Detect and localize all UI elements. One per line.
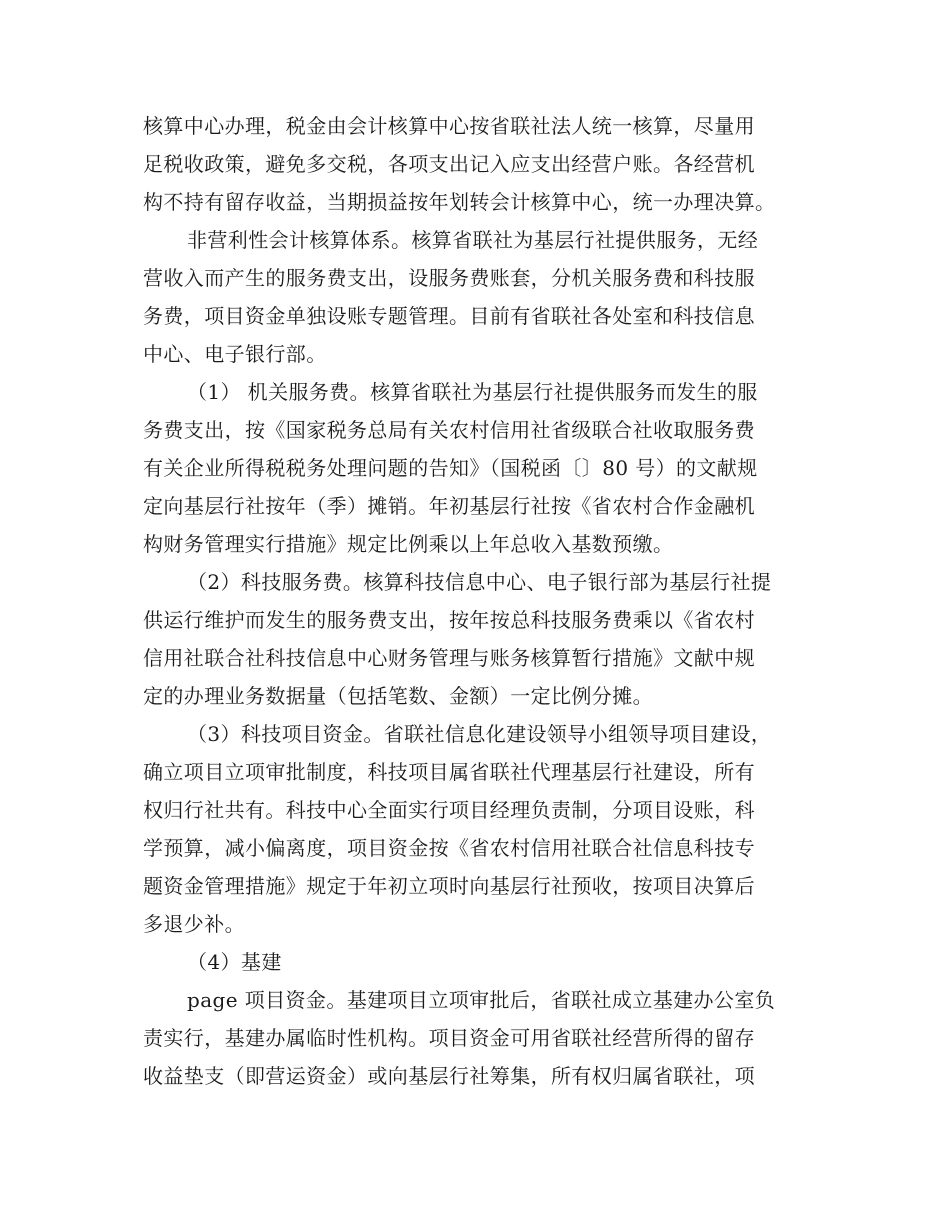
text-line: 确立项目立项审批制度，科技项目属省联社代理基层行社建设，所有 [143,760,755,784]
paragraph-7 [143,981,808,1095]
text-line: 足税收政策，避免多交税，各项支出记入应支出经营户账。各经营机 [143,152,755,176]
text-line: 务费，项目资金单独设账专题管理。目前有省联社各处室和科技信息 [143,304,755,328]
text-line: 营收入而产生的服务费支出，设服务费账套，分机关服务费和科技服 [143,266,755,290]
paragraph-6 [143,943,808,981]
text-line: （3）科技项目资金。省联社信息化建设领导小组领导项目建设， [187,722,772,746]
text-line: 权归行社共有。科技中心全面实行项目经理负责制，分项目设账，科 [143,798,755,822]
text-line: 构财务管理实行措施》规定比例乘以上年总收入基数预缴。 [143,532,674,556]
text-line: （1） 机关服务费。核算省联社为基层行社提供服务而发生的服 [187,380,758,404]
text-line: 非营利性会计核算体系。核算省联社为基层行社提供服务，无经 [187,228,759,252]
paragraph-5 [143,715,808,943]
text-line: 有关企业所得税税务处理问题的告知》（国税函〔〕80 号）的文献规 [143,456,758,480]
text-line: （2）科技服务费。核算科技信息中心、电子银行部为基层行社提 [187,570,772,594]
text-line: page 项目资金。基建项目立项审批后，省联社成立基建办公室负 [187,988,776,1012]
text-line: 构不持有留存收益，当期损益按年划转会计核算中心，统一办理决算。 [143,190,776,214]
text-line: 务费支出，按《国家税务总局有关农村信用社省级联合社收取服务费 [143,418,755,442]
paragraph-1 [143,107,808,221]
paragraph-4 [143,563,808,715]
text-line: 信用社联合社科技信息中心财务管理与账务核算暂行措施》文献中规 [143,646,755,670]
text-line: 核算中心办理，税金由会计核算中心按省联社法人统一核算，尽量用 [143,114,755,138]
text-line: 供运行维护而发生的服务费支出，按年按总科技服务费乘以《省农村 [143,608,755,632]
text-line: 定向基层行社按年（季）摊销。年初基层行社按《省农村合作金融机 [143,494,755,518]
paragraph-2 [143,221,808,373]
text-line: 学预算，减小偏离度，项目资金按《省农村信用社联合社信息科技专 [143,836,755,860]
paragraph-3 [143,373,808,563]
document-body [143,107,808,1095]
text-line: （4）基建 [187,950,282,974]
text-line: 多退少补。 [143,912,245,936]
text-line: 收益垫支（即营运资金）或向基层行社筹集，所有权归属省联社，项 [143,1064,755,1088]
text-line: 责实行，基建办属临时性机构。项目资金可用省联社经营所得的留存 [143,1026,755,1050]
text-line: 定的办理业务数据量（包括笔数、金额）一定比例分摊。 [143,684,653,708]
text-line: 中心、电子银行部。 [143,342,327,366]
text-line: 题资金管理措施》规定于年初立项时向基层行社预收，按项目决算后 [143,874,755,898]
